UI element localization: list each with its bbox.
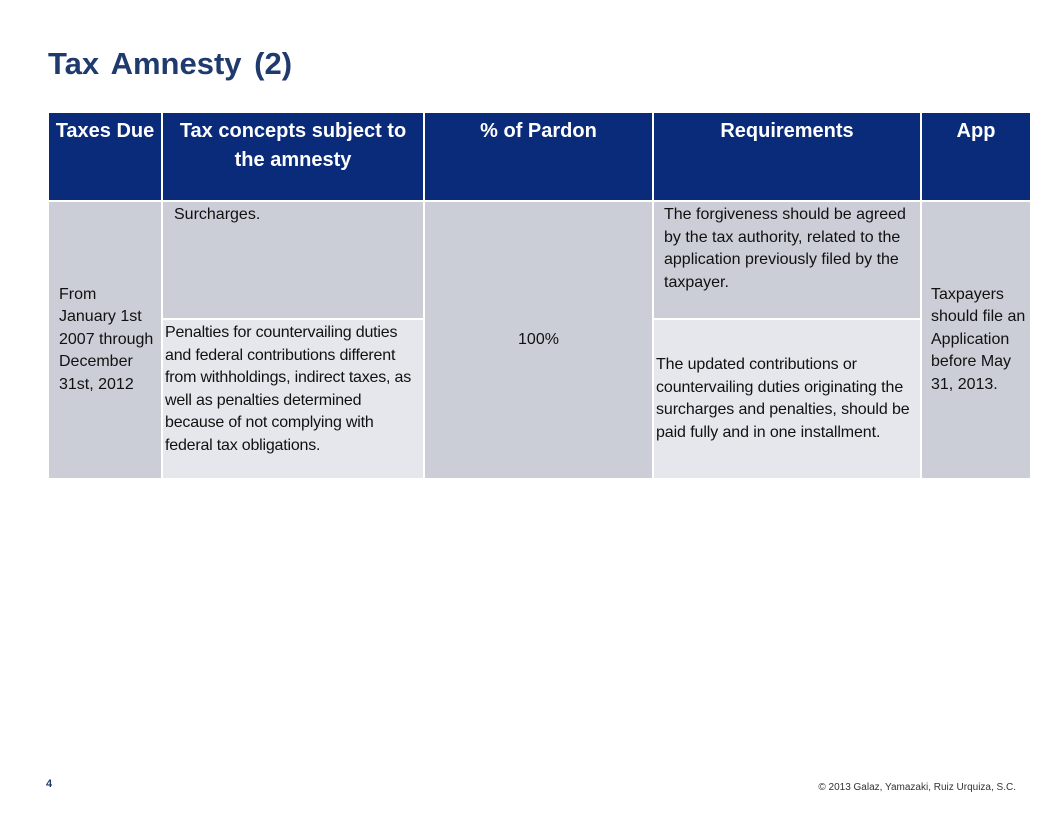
slide-title: Tax Amnesty (2) (48, 46, 293, 81)
period-cell: From January 1st 2007 through December 31st, 2012 (48, 201, 162, 479)
table-row (48, 201, 1031, 319)
copyright-notice: © 2013 Galaz, Yamazaki, Ruiz Urquiza, S.C. (818, 782, 1016, 793)
header-pardon: % of Pardon (424, 113, 653, 201)
header-tax-concepts: Tax concepts subject to the amnesty (162, 113, 424, 201)
table-header-row (48, 113, 1031, 201)
requirement-agreement-cell: The forgiveness should be agreed by the tax authority, related to the application previously filed by the taxpayer. (653, 201, 921, 319)
page-number: 4 (46, 778, 53, 790)
header-requirements: Requirements (653, 113, 921, 201)
header-taxes-due: Taxes Due (48, 113, 162, 201)
header-app: App (921, 113, 1031, 201)
concept-surcharges-cell: Surcharges. (162, 201, 424, 319)
pardon-percentage-cell: 100% (424, 201, 653, 479)
amnesty-table (47, 113, 1032, 480)
concept-penalties-cell: Penalties for countervailing duties and federal contributions different from withholdings, indirect taxes, as well as penalties determined because of not complying with federal tax obligations. (162, 319, 424, 479)
application-cell: Taxpayers should file an Application before May 31, 2013. (921, 201, 1031, 479)
requirement-payment-cell: The updated contributions or countervailing duties originating the surcharges and penalties, should be paid fully and in one installment. (653, 319, 921, 479)
